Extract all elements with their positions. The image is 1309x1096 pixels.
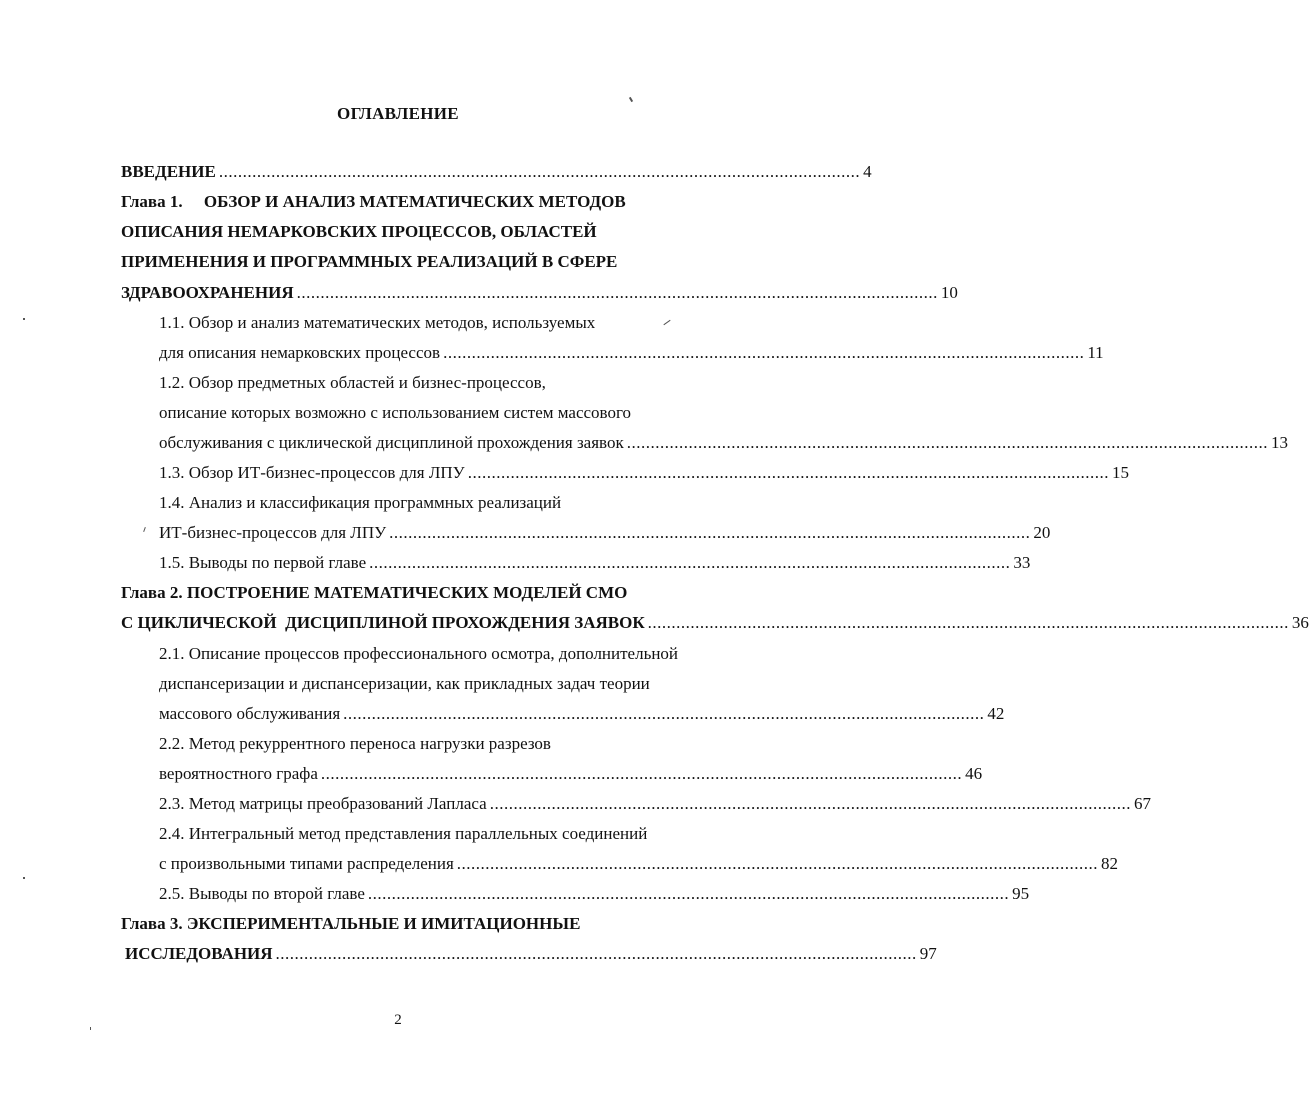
scan-speck: [663, 320, 670, 325]
page-title: ОГЛАВЛЕНИЕ: [337, 104, 459, 123]
toc-section-2-1-line-3[interactable]: [159, 702, 1005, 726]
dot-leader: .......................................................................................................................................: [647, 613, 1289, 632]
dot-leader: .......................................................................................................................................: [367, 884, 1010, 903]
toc-section-1-4-line-2[interactable]: [159, 521, 1051, 545]
toc-page-number: 36: [1291, 613, 1309, 632]
toc-chapter-1-line-2[interactable]: ОПИСАНИЯ НЕМАРКОВСКИХ ПРОЦЕССОВ, ОБЛАСТЕЙ: [121, 222, 597, 241]
toc-chapter-3-line-1[interactable]: Глава 3. ЭКСПЕРИМЕНТАЛЬНЫЕ И ИМИТАЦИОННЫЕ: [121, 914, 581, 933]
toc-chapter-1-line-3[interactable]: ПРИМЕНЕНИЯ И ПРОГРАММНЫХ РЕАЛИЗАЦИЙ В СФЕРЕ: [121, 252, 618, 271]
toc-section-2-2-line-2[interactable]: [159, 762, 983, 786]
toc-section-2-2-line-1[interactable]: 2.2. Метод рекуррентного переноса нагрузки разрезов: [159, 734, 551, 753]
dot-leader: .......................................................................................................................................: [456, 854, 1099, 873]
toc-section-1-4-line-1[interactable]: 1.4. Анализ и классификация программных реализаций: [159, 493, 562, 512]
toc-entry-text: 2.3. Метод матрицы преобразований Лапласа: [159, 794, 487, 813]
scan-speck: [629, 97, 633, 102]
dot-leader: .......................................................................................................................................: [467, 463, 1109, 482]
toc-entry-text: ВВЕДЕНИЕ: [121, 162, 216, 181]
toc-page-number: 15: [1111, 463, 1129, 482]
toc-entry-text: 1.5. Выводы по первой главе: [159, 553, 367, 572]
toc-section-2-4-line-2[interactable]: [159, 852, 1119, 876]
toc-page-number: 20: [1033, 523, 1051, 542]
toc-entry-intro[interactable]: [121, 160, 872, 184]
toc-page-number: 82: [1101, 854, 1119, 873]
scan-speck: [23, 877, 25, 879]
scan-speck: [90, 1027, 91, 1030]
toc-section-1-1-line-2[interactable]: [159, 341, 1104, 365]
toc-section-1-5[interactable]: [159, 551, 1031, 575]
toc-entry-text: ИССЛЕДОВАНИЯ: [125, 944, 273, 963]
toc-page-number: 13: [1270, 433, 1288, 452]
dot-leader: .......................................................................................................................................: [296, 283, 938, 302]
toc-section-1-3[interactable]: [159, 461, 1129, 485]
dot-leader: .......................................................................................................................................: [443, 343, 1085, 362]
toc-page-number: 42: [987, 704, 1005, 723]
toc-section-2-5[interactable]: [159, 882, 1030, 906]
toc-entry-text: ИТ-бизнес-процессов для ЛПУ: [159, 523, 387, 542]
toc-page-number: 46: [965, 764, 983, 783]
toc-page-number: 67: [1133, 794, 1151, 813]
toc-page-number: 95: [1012, 884, 1030, 903]
toc-chapter-1-line-1[interactable]: Глава 1. ОБЗОР И АНАЛИЗ МАТЕМАТИЧЕСКИХ МЕТОДОВ: [121, 192, 626, 211]
toc-entry-text: обслуживания с циклической дисциплиной прохождения заявок: [159, 433, 624, 452]
dot-leader: .......................................................................................................................................: [343, 704, 985, 723]
dot-leader: .......................................................................................................................................: [389, 523, 1031, 542]
toc-entry-text: С ЦИКЛИЧЕСКОЙ ДИСЦИПЛИНОЙ ПРОХОЖДЕНИЯ ЗАЯВОК: [121, 613, 645, 632]
toc-section-1-2-line-3[interactable]: [159, 431, 1288, 455]
scan-speck: [143, 527, 146, 532]
toc-entry-text: с произвольными типами распределения: [159, 854, 454, 873]
toc-section-2-1-line-1[interactable]: 2.1. Описание процессов профессионального осмотра, дополнительной: [159, 644, 679, 663]
toc-chapter-3-line-2[interactable]: [125, 942, 937, 966]
toc-section-1-1-line-1[interactable]: 1.1. Обзор и анализ математических методов, используемых: [159, 313, 596, 332]
scan-speck: [23, 318, 25, 320]
toc-entry-text: массового обслуживания: [159, 704, 341, 723]
toc-section-1-2-line-1[interactable]: 1.2. Обзор предметных областей и бизнес-процессов,: [159, 373, 546, 392]
dot-leader: .......................................................................................................................................: [320, 764, 963, 783]
toc-page-number: 10: [940, 283, 958, 302]
dot-leader: .......................................................................................................................................: [369, 553, 1011, 572]
toc-section-2-3[interactable]: [159, 792, 1151, 816]
toc-page-number: 11: [1087, 343, 1104, 362]
toc-entry-text: 2.5. Выводы по второй главе: [159, 884, 365, 903]
toc-page-number: 4: [863, 162, 872, 181]
toc-entry-text: вероятностного графа: [159, 764, 318, 783]
toc-entry-text: для описания немарковских процессов: [159, 343, 441, 362]
toc-entry-text: 1.3. Обзор ИТ-бизнес-процессов для ЛПУ: [159, 463, 465, 482]
toc-chapter-2-line-1[interactable]: Глава 2. ПОСТРОЕНИЕ МАТЕМАТИЧЕСКИХ МОДЕЛЕЙ СМО: [121, 583, 628, 602]
dot-leader: .......................................................................................................................................: [489, 794, 1131, 813]
toc-section-2-1-line-2[interactable]: диспансеризации и диспансеризации, как прикладных задач теории: [159, 674, 650, 693]
dot-leader: .......................................................................................................................................: [218, 162, 861, 181]
toc-section-2-4-line-1[interactable]: 2.4. Интегральный метод представления параллельных соединений: [159, 824, 648, 843]
dot-leader: .......................................................................................................................................: [275, 944, 917, 963]
toc-entry-text: ЗДРАВООХРАНЕНИЯ: [121, 283, 294, 302]
page-number: 2: [394, 1012, 402, 1028]
dot-leader: .......................................................................................................................................: [626, 433, 1268, 452]
toc-page-number: 33: [1013, 553, 1031, 572]
toc-page-number: 97: [919, 944, 937, 963]
toc-section-1-2-line-2[interactable]: описание которых возможно с использованием систем массового: [159, 403, 632, 422]
toc-chapter-1-line-4[interactable]: [121, 281, 958, 305]
toc-chapter-2-line-2[interactable]: [121, 611, 1309, 635]
